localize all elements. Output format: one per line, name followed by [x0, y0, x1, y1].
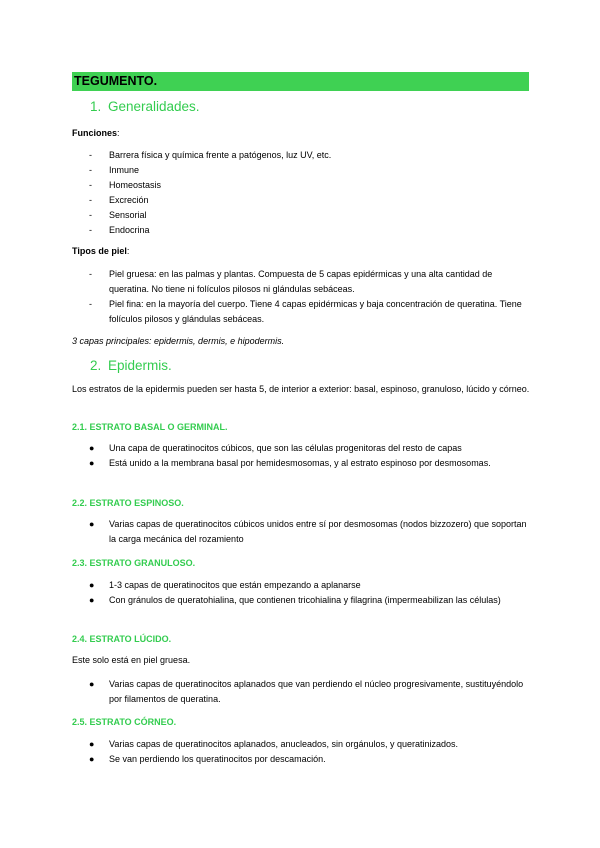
dash-marker: - [89, 195, 92, 205]
bullet-marker: ● [89, 595, 95, 605]
list-item-text: Homeostasis [109, 180, 162, 190]
estrato-corneo-list [72, 737, 532, 767]
estrato-granuloso-heading: 2.3. ESTRATO GRANULOSO. [72, 558, 196, 568]
bullet-marker: ● [89, 443, 95, 453]
section-1-number: 1. [90, 99, 102, 114]
list-item-text: Barrera física y química frente a patógenos, luz UV, etc. [109, 150, 332, 160]
list-item [72, 178, 532, 193]
estrato-espinoso-heading: 2.2. ESTRATO ESPINOSO. [72, 498, 184, 508]
list-item [72, 267, 532, 297]
list-item [72, 441, 532, 456]
list-item [72, 677, 532, 707]
tipos-label-text: Tipos de piel [72, 246, 127, 256]
section-2-title: Epidermis. [108, 358, 172, 373]
bullet-marker: ● [89, 679, 95, 689]
dash-marker: - [89, 269, 92, 279]
list-item [72, 223, 532, 238]
list-item [72, 578, 532, 593]
section-2-number: 2. [90, 358, 102, 373]
estrato-lucido-heading: 2.4. ESTRATO LÚCIDO. [72, 634, 172, 644]
tipos-label-colon: : [126, 246, 130, 256]
dash-marker: - [89, 150, 92, 160]
epidermis-intro: Los estratos de la epidermis pueden ser hasta 5, de interior a exterior: basal, espinoso, granuloso, lúcido y córneo. [72, 384, 530, 394]
estrato-lucido-note: Este solo está en piel gruesa. [72, 655, 191, 665]
bullet-marker: ● [89, 580, 95, 590]
funciones-label-text: Funciones [72, 128, 118, 138]
list-item-text: Está unido a la membrana basal por hemidesmosomas, y al estrato espinoso por desmosomas. [109, 458, 491, 468]
dash-marker: - [89, 180, 92, 190]
list-item-text: Inmune [109, 165, 140, 175]
list-item-text: Endocrina [109, 225, 150, 235]
list-item-text: Una capa de queratinocitos cúbicos, que son las células progenitoras del resto de capas [109, 443, 462, 453]
estrato-granuloso-list [72, 578, 532, 608]
list-item [72, 456, 532, 471]
list-item-text: Con gránulos de queratohialina, que contienen tricohialina y filagrina (impermeabilizan las células) [109, 595, 501, 605]
dash-marker: - [89, 299, 92, 309]
tipos-label [72, 245, 129, 257]
list-item [72, 593, 532, 608]
dash-marker: - [89, 165, 92, 175]
list-item-text: Excreción [109, 195, 149, 205]
bullet-marker: ● [89, 458, 95, 468]
bullet-marker: ● [89, 519, 95, 529]
document-title: TEGUMENTO. [74, 74, 158, 88]
list-item [72, 148, 532, 163]
section-1-title: Generalidades. [108, 99, 200, 114]
list-item [72, 163, 532, 178]
list-item-text: Varias capas de queratinocitos cúbicos unidos entre sí por desmosomas (nodos bizzozero) que soportan la carga mecánica del rozamiento [109, 519, 527, 544]
estrato-basal-list [72, 441, 532, 471]
estrato-espinoso-list [72, 517, 532, 547]
dash-marker: - [89, 210, 92, 220]
list-item [72, 193, 532, 208]
list-item-text: Se van perdiendo los queratinocitos por descamación. [109, 754, 326, 764]
dash-marker: - [89, 225, 92, 235]
section-1-heading [90, 99, 200, 115]
bullet-marker: ● [89, 754, 95, 764]
list-item [72, 297, 532, 327]
estrato-basal-heading: 2.1. ESTRATO BASAL O GERMINAL. [72, 422, 228, 432]
list-item [72, 208, 532, 223]
funciones-label [72, 127, 120, 139]
funciones-list [72, 148, 532, 238]
estrato-lucido-list [72, 677, 532, 707]
list-item [72, 737, 532, 752]
list-item [72, 752, 532, 767]
list-item-text: 1-3 capas de queratinocitos que están empezando a aplanarse [109, 580, 361, 590]
bullet-marker: ● [89, 739, 95, 749]
estrato-corneo-heading: 2.5. ESTRATO CÓRNEO. [72, 717, 177, 727]
list-item-text: Piel gruesa: en las palmas y plantas. Compuesta de 5 capas epidérmicas y una alta cantidad de queratina. No tiene ni folículos pilosos ni glándulas sebáceas. [109, 269, 493, 294]
section-2-heading [90, 358, 172, 374]
list-item-text: Sensorial [109, 210, 147, 220]
list-item [72, 517, 532, 547]
funciones-label-colon: : [117, 128, 120, 138]
list-item-text: Varias capas de queratinocitos aplanados que van perdiendo el núcleo progresivamente, sustituyéndolo por filamentos de queratina. [109, 679, 524, 704]
tipos-list [72, 267, 532, 327]
list-item-text: Piel fina: en la mayoría del cuerpo. Tiene 4 capas epidérmicas y baja concentración de queratina. Tiene folículos pilosos y glándulas sebáceas. [109, 299, 522, 324]
capas-note: 3 capas principales: epidermis, dermis, e hipodermis. [72, 336, 285, 346]
document-title-bar [72, 72, 529, 91]
list-item-text: Varias capas de queratinocitos aplanados, anucleados, sin orgánulos, y queratinizados. [109, 739, 459, 749]
